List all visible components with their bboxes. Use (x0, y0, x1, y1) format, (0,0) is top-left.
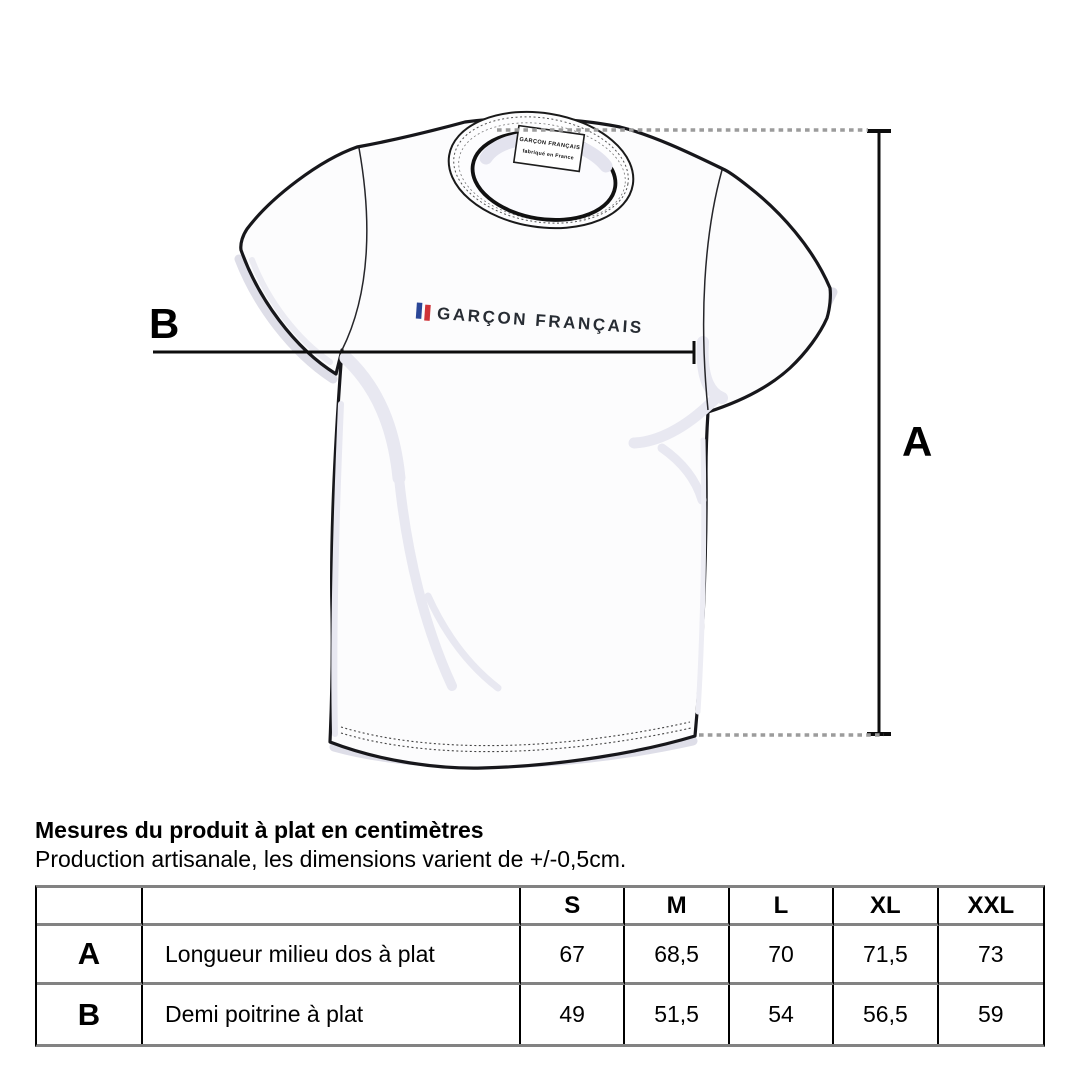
row-a-value-xxl: 73 (939, 926, 1043, 985)
notes-title: Mesures du produit à plat en centimètres (35, 817, 484, 843)
row-a-label: Longueur milieu dos à plat (143, 926, 521, 985)
row-b-value-xl: 56,5 (834, 985, 938, 1044)
row-b-value-l: 54 (730, 985, 834, 1044)
header-size-xxl: XXL (939, 888, 1043, 926)
header-corner-blank (37, 888, 143, 926)
row-b-label: Demi poitrine à plat (143, 985, 521, 1044)
neck-label-line2: fabriqué en France (522, 148, 575, 162)
header-size-xl: XL (834, 888, 938, 926)
header-description-blank (143, 888, 521, 926)
neck-label-line1: GARÇON FRANÇAIS (518, 136, 581, 152)
row-a-value-m: 68,5 (625, 926, 729, 985)
notes-block (35, 816, 626, 874)
measure-label-a: A (902, 418, 933, 465)
row-a-value-xl: 71,5 (834, 926, 938, 985)
row-a-value-s: 67 (521, 926, 625, 985)
header-size-m: M (625, 888, 729, 926)
row-a-letter: A (37, 926, 143, 985)
notes-subtitle: Production artisanale, les dimensions varient de +/-0,5cm. (35, 846, 627, 872)
size-table (35, 885, 1045, 1047)
row-b-value-xxl: 59 (939, 985, 1043, 1044)
row-b-value-m: 51,5 (625, 985, 729, 1044)
chest-logo-text: GARÇON FRANÇAIS (436, 303, 645, 338)
header-size-s: S (521, 888, 625, 926)
row-b-letter: B (37, 985, 143, 1044)
header-size-l: L (730, 888, 834, 926)
measure-line-a (867, 131, 891, 734)
row-b-value-s: 49 (521, 985, 625, 1044)
row-a-value-l: 70 (730, 926, 834, 985)
measure-label-b: B (149, 300, 180, 347)
